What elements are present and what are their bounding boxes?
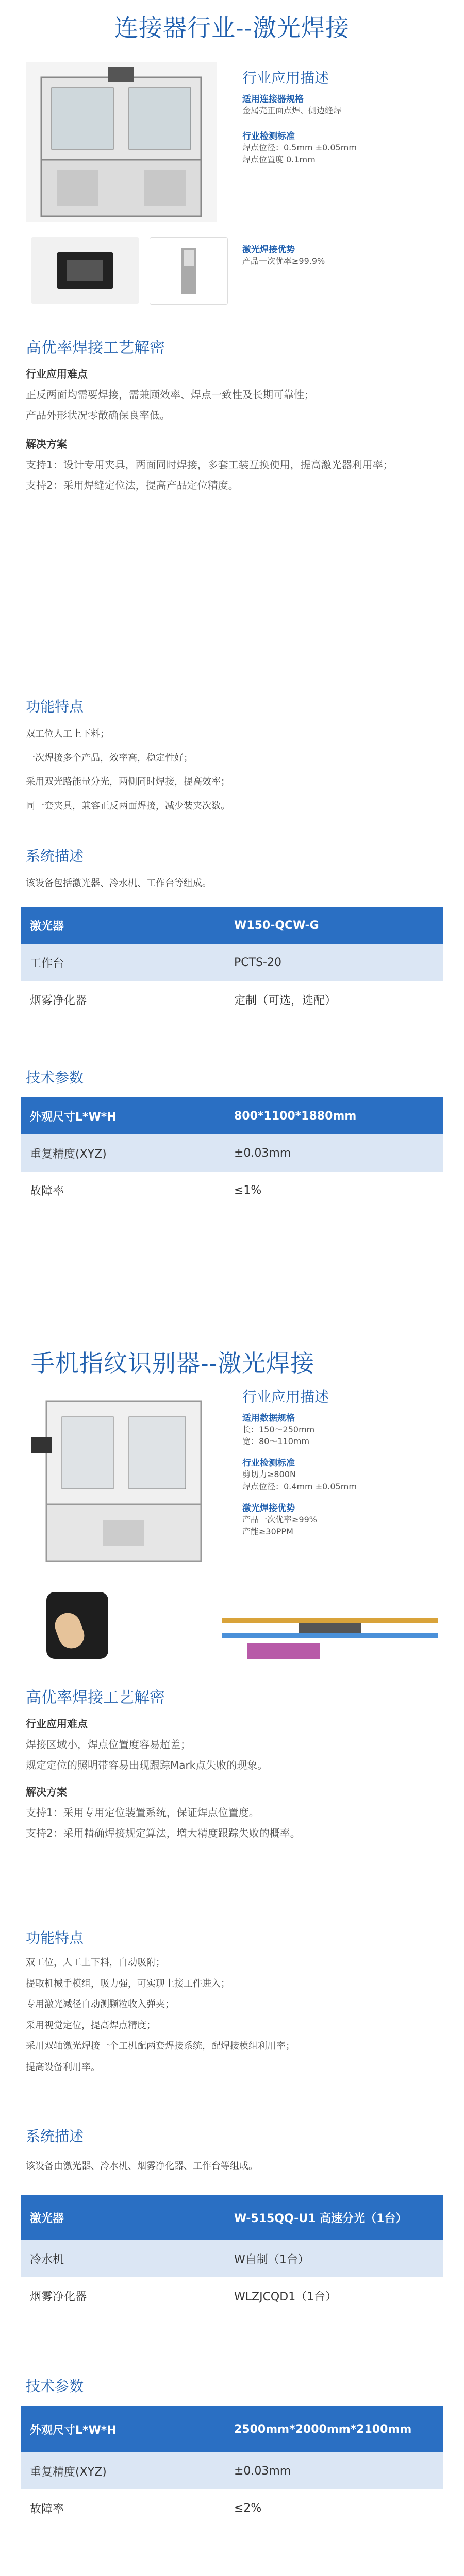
feature-item: 专用激光减径自动测颗粒收入弹夹； [26, 1999, 174, 2010]
table-cell: 重复精度(XYZ) [21, 1134, 225, 1172]
difficulty-text-2: 产品外形状况零散确保良率低。 [26, 409, 170, 421]
product-photo-connector-b [150, 237, 228, 305]
precision-a: 焊点位径：0.5mm ±0.05mm [242, 143, 357, 153]
system-text: 该设备由激光器、冷水机、烟雾净化器、工作台等组成。 [26, 2161, 258, 2172]
table-cell: 冷水机 [21, 2240, 225, 2277]
app-text: 金属壳正面点焊、侧边缝焊 [242, 106, 342, 115]
features-list [26, 1955, 449, 2076]
system-table [21, 907, 443, 1018]
table-row [21, 1134, 443, 1172]
advantage-a: 产品一次优率≥99% [242, 1514, 317, 1524]
precision-heading: 行业检测标准 [242, 1458, 295, 1469]
system-text: 该设备包括激光器、冷水机、工作台等组成。 [26, 878, 211, 889]
process-title: 高优率焊接工艺解密 [26, 339, 165, 357]
table-row [21, 2195, 443, 2240]
table-cell: 故障率 [21, 2489, 225, 2527]
process-body [26, 366, 449, 494]
page-title: 连接器行业--激光焊接 [114, 14, 350, 42]
table-cell: 激光器 [21, 907, 225, 944]
feature-item: 提高设备利用率。 [26, 2061, 100, 2073]
table-cell: 烟雾净化器 [21, 981, 225, 1018]
advantage-b: 产能≥30PPM [242, 1526, 293, 1536]
table-cell: ±0.03mm [225, 2452, 443, 2489]
tech-title: 技术参数 [26, 2378, 84, 2395]
table-cell: W自制（1台） [225, 2240, 443, 2277]
feature-item: 双工位人工上下料； [26, 728, 109, 739]
table-cell: 外观尺寸L*W*H [21, 1097, 225, 1134]
product-photo-connector-a [31, 237, 139, 304]
table-cell: ≤2% [225, 2489, 443, 2527]
table-row [21, 2452, 443, 2489]
table-cell: PCTS-20 [225, 944, 443, 981]
advantage-text: 产品一次优率≥99.9% [242, 256, 325, 266]
table-row [21, 944, 443, 981]
difficulty-text-1: 正反两面均需要焊接，需兼顾效率、焊点一致性及长期可靠性； [26, 388, 314, 401]
feature-item: 采用双轴激光焊接一个工机配两套焊接系统，配焊接模组利用率； [26, 2041, 295, 2052]
precision-a: 剪切力≥800N [242, 1469, 296, 1480]
app-a: 长：150～250mm [242, 1425, 315, 1434]
table-cell: 激光器 [21, 2195, 225, 2240]
solution-text-1: 支持1：设计专用夹具，两面同时焊接，多套工装互换使用，提高激光器利用率； [26, 459, 393, 471]
precision-b: 焊点位径：0.4mm ±0.05mm [242, 1481, 357, 1492]
system-title: 系统描述 [26, 2128, 84, 2145]
table-cell: W150-QCW-G [225, 907, 443, 944]
process-title: 高优率焊接工艺解密 [26, 1689, 165, 1707]
table-cell: ±0.03mm [225, 1134, 443, 1172]
table-row [21, 981, 443, 1018]
difficulty-text-2: 规定定位的照明带容易出现跟踪Mark点失败的现象。 [26, 1759, 268, 1771]
app-heading: 适用数据规格 [242, 1413, 295, 1423]
system-table [21, 2195, 443, 2314]
fingerprint-welding-machine-image [26, 1391, 222, 1571]
table-cell: ≤1% [225, 1172, 443, 1209]
connector-welding-machine-image [21, 57, 222, 227]
industry-title: 行业应用描述 [242, 1388, 329, 1405]
tech-table [21, 2406, 443, 2527]
feature-item: 采用视觉定位，提高焊点精度； [26, 2020, 156, 2031]
table-row [21, 2277, 443, 2314]
table-row [21, 2489, 443, 2527]
feature-item: 一次焊接多个产品，效率高，稳定性好； [26, 752, 193, 764]
solution-heading: 解决方案 [26, 438, 67, 450]
solution-text-1: 支持1：采用专用定位装置系统，保证焊点位置度。 [26, 1806, 259, 1819]
advantage-heading: 激光焊接优势 [242, 245, 295, 255]
table-row [21, 2406, 443, 2452]
section-title: 手机指纹识别器--激光焊接 [31, 1349, 315, 1377]
difficulty-text-1: 焊接区域小，焊点位置度容易超差； [26, 1738, 191, 1751]
app-heading: 适用连接器规格 [242, 94, 304, 105]
table-cell: 外观尺寸L*W*H [21, 2406, 225, 2452]
table-row [21, 1097, 443, 1134]
table-cell: 烟雾净化器 [21, 2277, 225, 2314]
table-cell: W-515QQ-U1 高速分光（1台） [225, 2195, 443, 2240]
fingerprint-product-image [36, 1582, 160, 1669]
table-cell: 定制（可选，选配） [225, 981, 443, 1018]
solution-text-2: 支持2：采用精确焊接规定算法，增大精度跟踪失败的概率。 [26, 1827, 301, 1839]
feature-item: 采用双光路能量分光，两侧同时焊接，提高效率； [26, 776, 230, 788]
difficulty-heading: 行业应用难点 [26, 368, 88, 380]
table-cell: 重复精度(XYZ) [21, 2452, 225, 2489]
difficulty-heading: 行业应用难点 [26, 1718, 88, 1730]
section-fingerprint [0, 1329, 464, 2576]
laser-advantage [242, 242, 438, 267]
tech-title: 技术参数 [26, 1069, 84, 1086]
table-cell: 工作台 [21, 944, 225, 981]
table-row [21, 2240, 443, 2277]
table-cell: 故障率 [21, 1172, 225, 1209]
precision-b: 焊点位置度 0.1mm [242, 155, 316, 165]
table-row [21, 907, 443, 944]
industry-application [242, 67, 449, 166]
fingerprint-parts-image [217, 1597, 443, 1664]
features-list [26, 726, 449, 814]
features-title: 功能特点 [26, 698, 84, 715]
table-cell: WLZJCQD1（1台） [225, 2277, 443, 2314]
process-body [26, 1716, 449, 1841]
features-title: 功能特点 [26, 1929, 84, 1946]
tech-table [21, 1097, 443, 1209]
table-row [21, 1172, 443, 1209]
advantage-heading: 激光焊接优势 [242, 1503, 295, 1514]
solution-text-2: 支持2：采用焊缝定位法，提高产品定位精度。 [26, 479, 239, 492]
industry-application [242, 1386, 449, 1537]
feature-item: 同一套夹具，兼容正反两面焊接，减少装夹次数。 [26, 800, 230, 811]
feature-item: 提取机械手模组，吸力强，可实现上接工件进入； [26, 1978, 230, 1989]
feature-item: 双工位，人工上下料，自动吸附； [26, 1957, 165, 1968]
app-b: 宽：80～110mm [242, 1436, 310, 1447]
industry-title: 行业应用描述 [242, 70, 329, 87]
precision-heading: 行业检测标准 [242, 131, 295, 142]
table-cell: 800*1100*1880mm [225, 1097, 443, 1134]
table-cell: 2500mm*2000mm*2100mm [225, 2406, 443, 2452]
solution-heading: 解决方案 [26, 1786, 67, 1798]
system-title: 系统描述 [26, 848, 84, 865]
